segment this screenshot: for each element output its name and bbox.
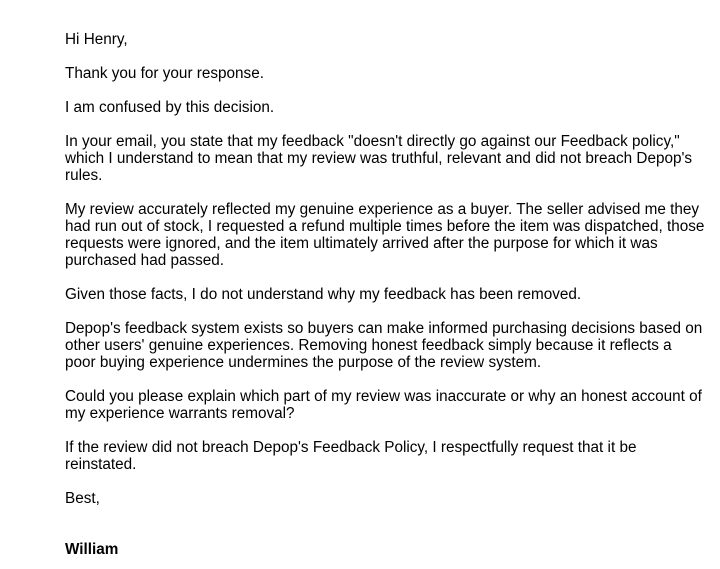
paragraph-thanks: Thank you for your response.: [65, 65, 264, 82]
greeting: Hi Henry,: [65, 31, 128, 48]
paragraph-removal-question: Given those facts, I do not understand why my feedback has been removed.: [65, 286, 582, 303]
paragraph-experience: My review accurately reflected my genuine experience as a buyer. The seller advised me they had run out of stock, I requested a refund multiple times before the item was dispatched, those requests were ignored, and the item ultimately arrived after the purpose for which it was purchased had passed.: [65, 201, 705, 269]
signoff: Best,: [65, 490, 100, 507]
paragraph-reinstate-request: If the review did not breach Depop's Feedback Policy, I respectfully request that it be reinstated.: [65, 439, 637, 473]
paragraph-confused: I am confused by this decision.: [65, 99, 275, 116]
paragraph-explain-request: Could you please explain which part of my review was inaccurate or why an honest account of my experience warrants removal?: [65, 388, 702, 422]
email-body: [65, 31, 705, 558]
paragraph-feedback-system: Depop's feedback system exists so buyers can make informed purchasing decisions based on other users' genuine experiences. Removing honest feedback simply because it reflects a poor buying experience undermines the purpose of the review system.: [65, 320, 703, 371]
signature: William: [65, 541, 119, 558]
paragraph-policy-quote: In your email, you state that my feedback "doesn't directly go against our Feedback policy," which I understand to mean that my review was truthful, relevant and did not breach Depop's rules.: [65, 133, 693, 184]
